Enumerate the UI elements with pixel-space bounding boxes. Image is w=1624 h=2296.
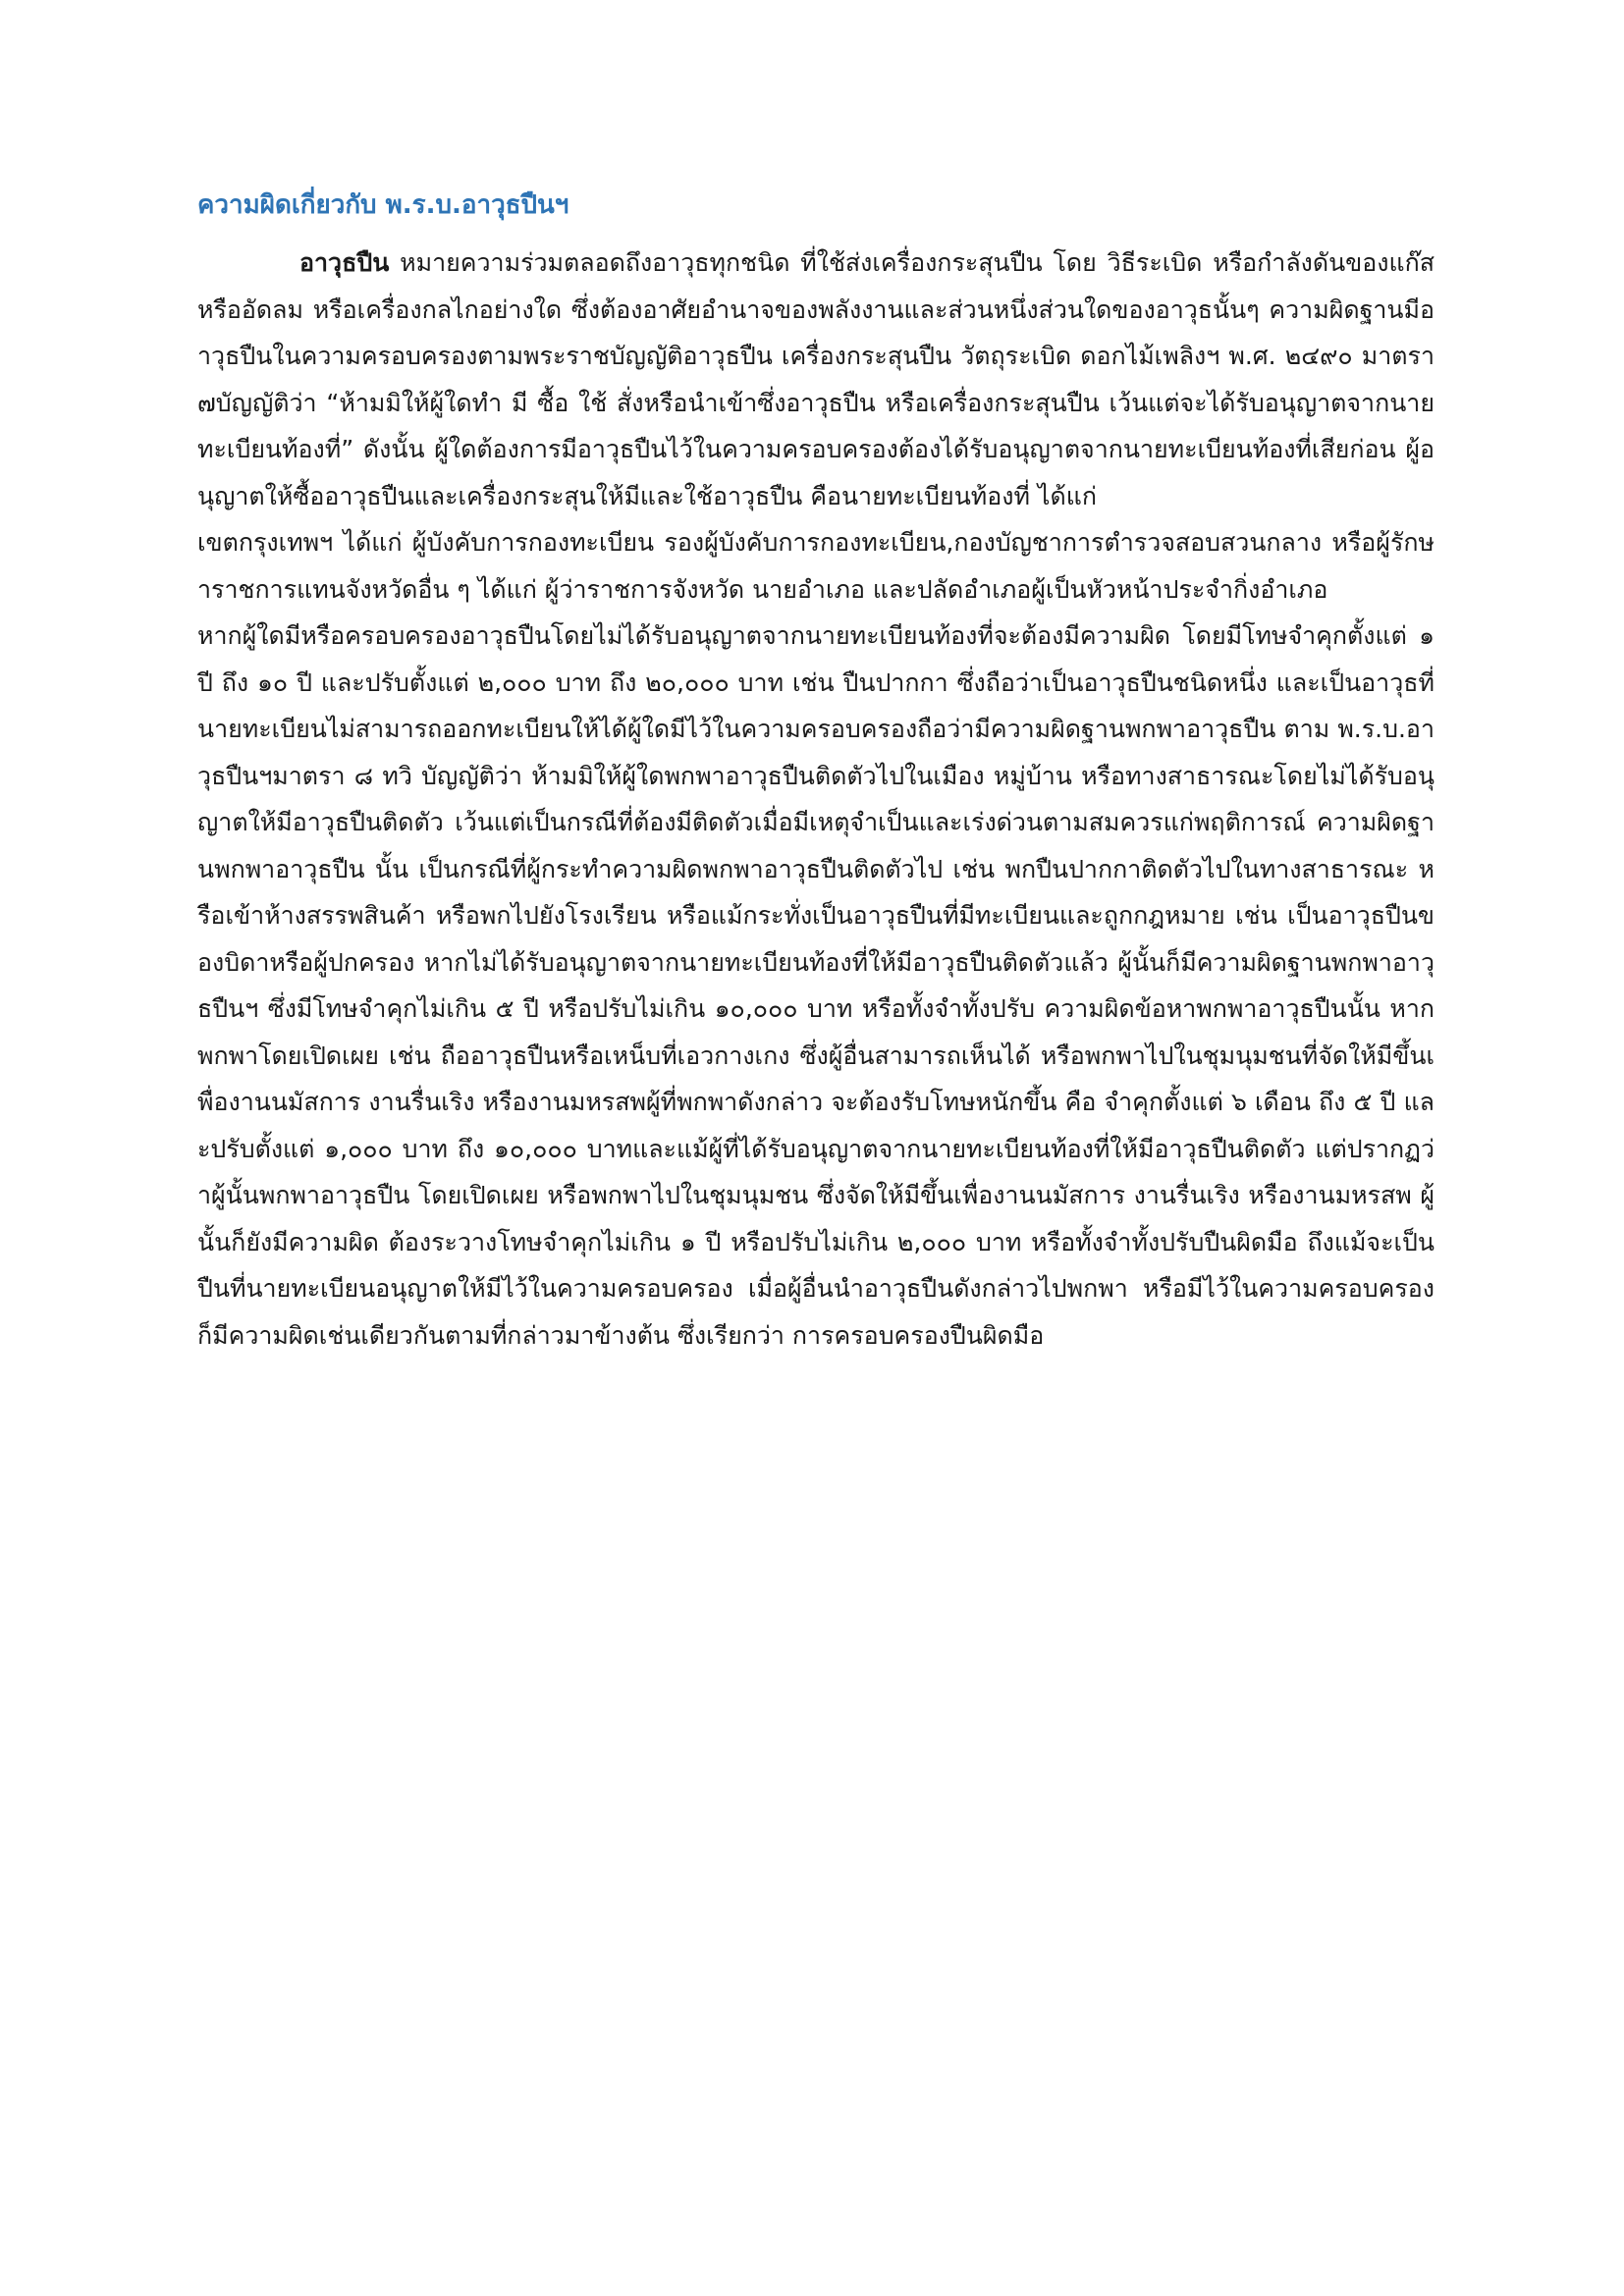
document-title: ความผิดเกี่ยวกับ พ.ร.บ.อาวุธปืนฯ bbox=[197, 190, 569, 220]
paragraph-definition-text: หมายความร่วมตลอดถึงอาวุธทุกชนิด ที่ใช้ส่งเครื่องกระสุนปืน โดย วิธีระเบิด หรือกำลังดันของแก๊ส หรืออัดลม หรือเครื่องกลไกอย่างใด ซึ่งต้องอาศัยอำนาจของพลังงานและส่วนหนึ่งส่วนใดของอาวุธนั้นๆ ความผิดฐานมีอาวุธปืนในความครอบครองตามพระราชบัญญัติอาวุธปืน เครื่องกระสุนปืน วัตถุระเบิด ดอกไม้เพลิงฯ พ.ศ. ๒๔๙๐ มาตรา ๗บัญญัติว่า “ห้ามมิให้ผู้ใดทำ มี ซื้อ ใช้ สั่งหรือนำเข้าซึ่งอาวุธปืน หรือเครื่องกระสุนปืน เว้นแต่จะได้รับอนุญาตจากนายทะเบียนท้องที่” ดังนั้น ผู้ใดต้องการมีอาวุธปืนไว้ในความครอบครองต้องได้รับอนุญาตจากนายทะเบียนท้องที่เสียก่อน ผู้อนุญาตให้ซื้ออาวุธปืนและเครื่องกระสุนให้มีและใช้อาวุธปืน คือนายทะเบียนท้องที่ ได้แก่ bbox=[197, 248, 1435, 510]
paragraph-registrars: เขตกรุงเทพฯ ได้แก่ ผู้บังคับการกองทะเบียน รองผู้บังคับการกองทะเบียน,กองบัญชาการตำรวจสอบสวนกลาง หรือผู้รักษาราชการแทนจังหวัดอื่น ๆ ได้แก่ ผู้ว่าราชการจังหวัด นายอำเภอ และปลัดอำเภอผู้เป็นหัวหน้าประจำกิ่งอำเภอ bbox=[197, 528, 1435, 604]
paragraph-penalties: หากผู้ใดมีหรือครอบครองอาวุธปืนโดยไม่ได้รับอนุญาตจากนายทะเบียนท้องที่จะต้องมีความผิด โดยมีโทษจำคุกตั้งแต่ ๑ ปี ถึง ๑๐ ปี และปรับตั้งแต่ ๒,๐๐๐ บาท ถึง ๒๐,๐๐๐ บาท เช่น ปืนปากกา ซึ่งถือว่าเป็นอาวุธปืนชนิดหนึ่ง และเป็นอาวุธที่นายทะเบียนไม่สามารถออกทะเบียนให้ได้ผู้ใดมีไว้ในความครอบครองถือว่ามีความผิดฐานพกพาอาวุธปืน ตาม พ.ร.บ.อาวุธปืนฯมาตรา ๘ ทวิ บัญญัติว่า ห้ามมิให้ผู้ใดพกพาอาวุธปืนติดตัวไปในเมือง หมู่บ้าน หรือทางสาธารณะโดยไม่ได้รับอนุญาตให้มีอาวุธปืนติดตัว เว้นแต่เป็นกรณีที่ต้องมีติดตัวเมื่อมีเหตุจำเป็นและเร่งด่วนตามสมควรแก่พฤติการณ์ ความผิดฐานพกพาอาวุธปืน นั้น เป็นกรณีที่ผู้กระทำความผิดพกพาอาวุธปืนติดตัวไป เช่น พกปืนปากกาติดตัวไปในทางสาธารณะ หรือเข้าห้างสรรพสินค้า หรือพกไปยังโรงเรียน หรือแม้กระทั่งเป็นอาวุธปืนที่มีทะเบียนและถูกกฎหมาย เช่น เป็นอาวุธปืนของบิดาหรือผู้ปกครอง หากไม่ได้รับอนุญาตจากนายทะเบียนท้องที่ให้มีอาวุธปืนติดตัวแล้ว ผู้นั้นก็มีความผิดฐานพกพาอาวุธปืนฯ ซึ่งมีโทษจำคุกไม่เกิน ๕ ปี หรือปรับไม่เกิน ๑๐,๐๐๐ บาท หรือทั้งจำทั้งปรับ ความผิดข้อหาพกพาอาวุธปืนนั้น หากพกพาโดยเปิดเผย เช่น ถืออาวุธปืนหรือเหน็บที่เอวกางเกง ซึ่งผู้อื่นสามารถเห็นได้ หรือพกพาไปในชุมนุมชนที่จัดให้มีขึ้นเพื่องานนมัสการ งานรื่นเริง หรืองานมหรสพผู้ที่พกพาดังกล่าว จะต้องรับโทษหนักขึ้น คือ จำคุกตั้งแต่ ๖ เดือน ถึง ๕ ปี และปรับตั้งแต่ ๑,๐๐๐ บาท ถึง ๑๐,๐๐๐ บาทและแม้ผู้ที่ได้รับอนุญาตจากนายทะเบียนท้องที่ให้มีอาวุธปืนติดตัว แต่ปรากฏว่าผู้นั้นพกพาอาวุธปืน โดยเปิดเผย หรือพกพาไปในชุมนุมชน ซึ่งจัดให้มีขึ้นเพื่องานนมัสการ งานรื่นเริง หรืองานมหรสพ ผู้นั้นก็ยังมีความผิด ต้องระวางโทษจำคุกไม่เกิน ๑ ปี หรือปรับไม่เกิน ๒,๐๐๐ บาท หรือทั้งจำทั้งปรับปืนผิดมือ ถึงแม้จะเป็นปืนที่นายทะเบียนอนุญาตให้มีไว้ในความครอบครอง เมื่อผู้อื่นนำอาวุธปืนดังกล่าวไปพกพา หรือมีไว้ในความครอบครอง ก็มีความผิดเช่นเดียวกันตามที่กล่าวมาข้างต้น ซึ่งเรียกว่า การครอบครองปืนผิดมือ bbox=[197, 621, 1435, 1350]
defined-term: อาวุธปืน bbox=[299, 248, 390, 277]
paragraph-definition bbox=[197, 240, 1435, 519]
